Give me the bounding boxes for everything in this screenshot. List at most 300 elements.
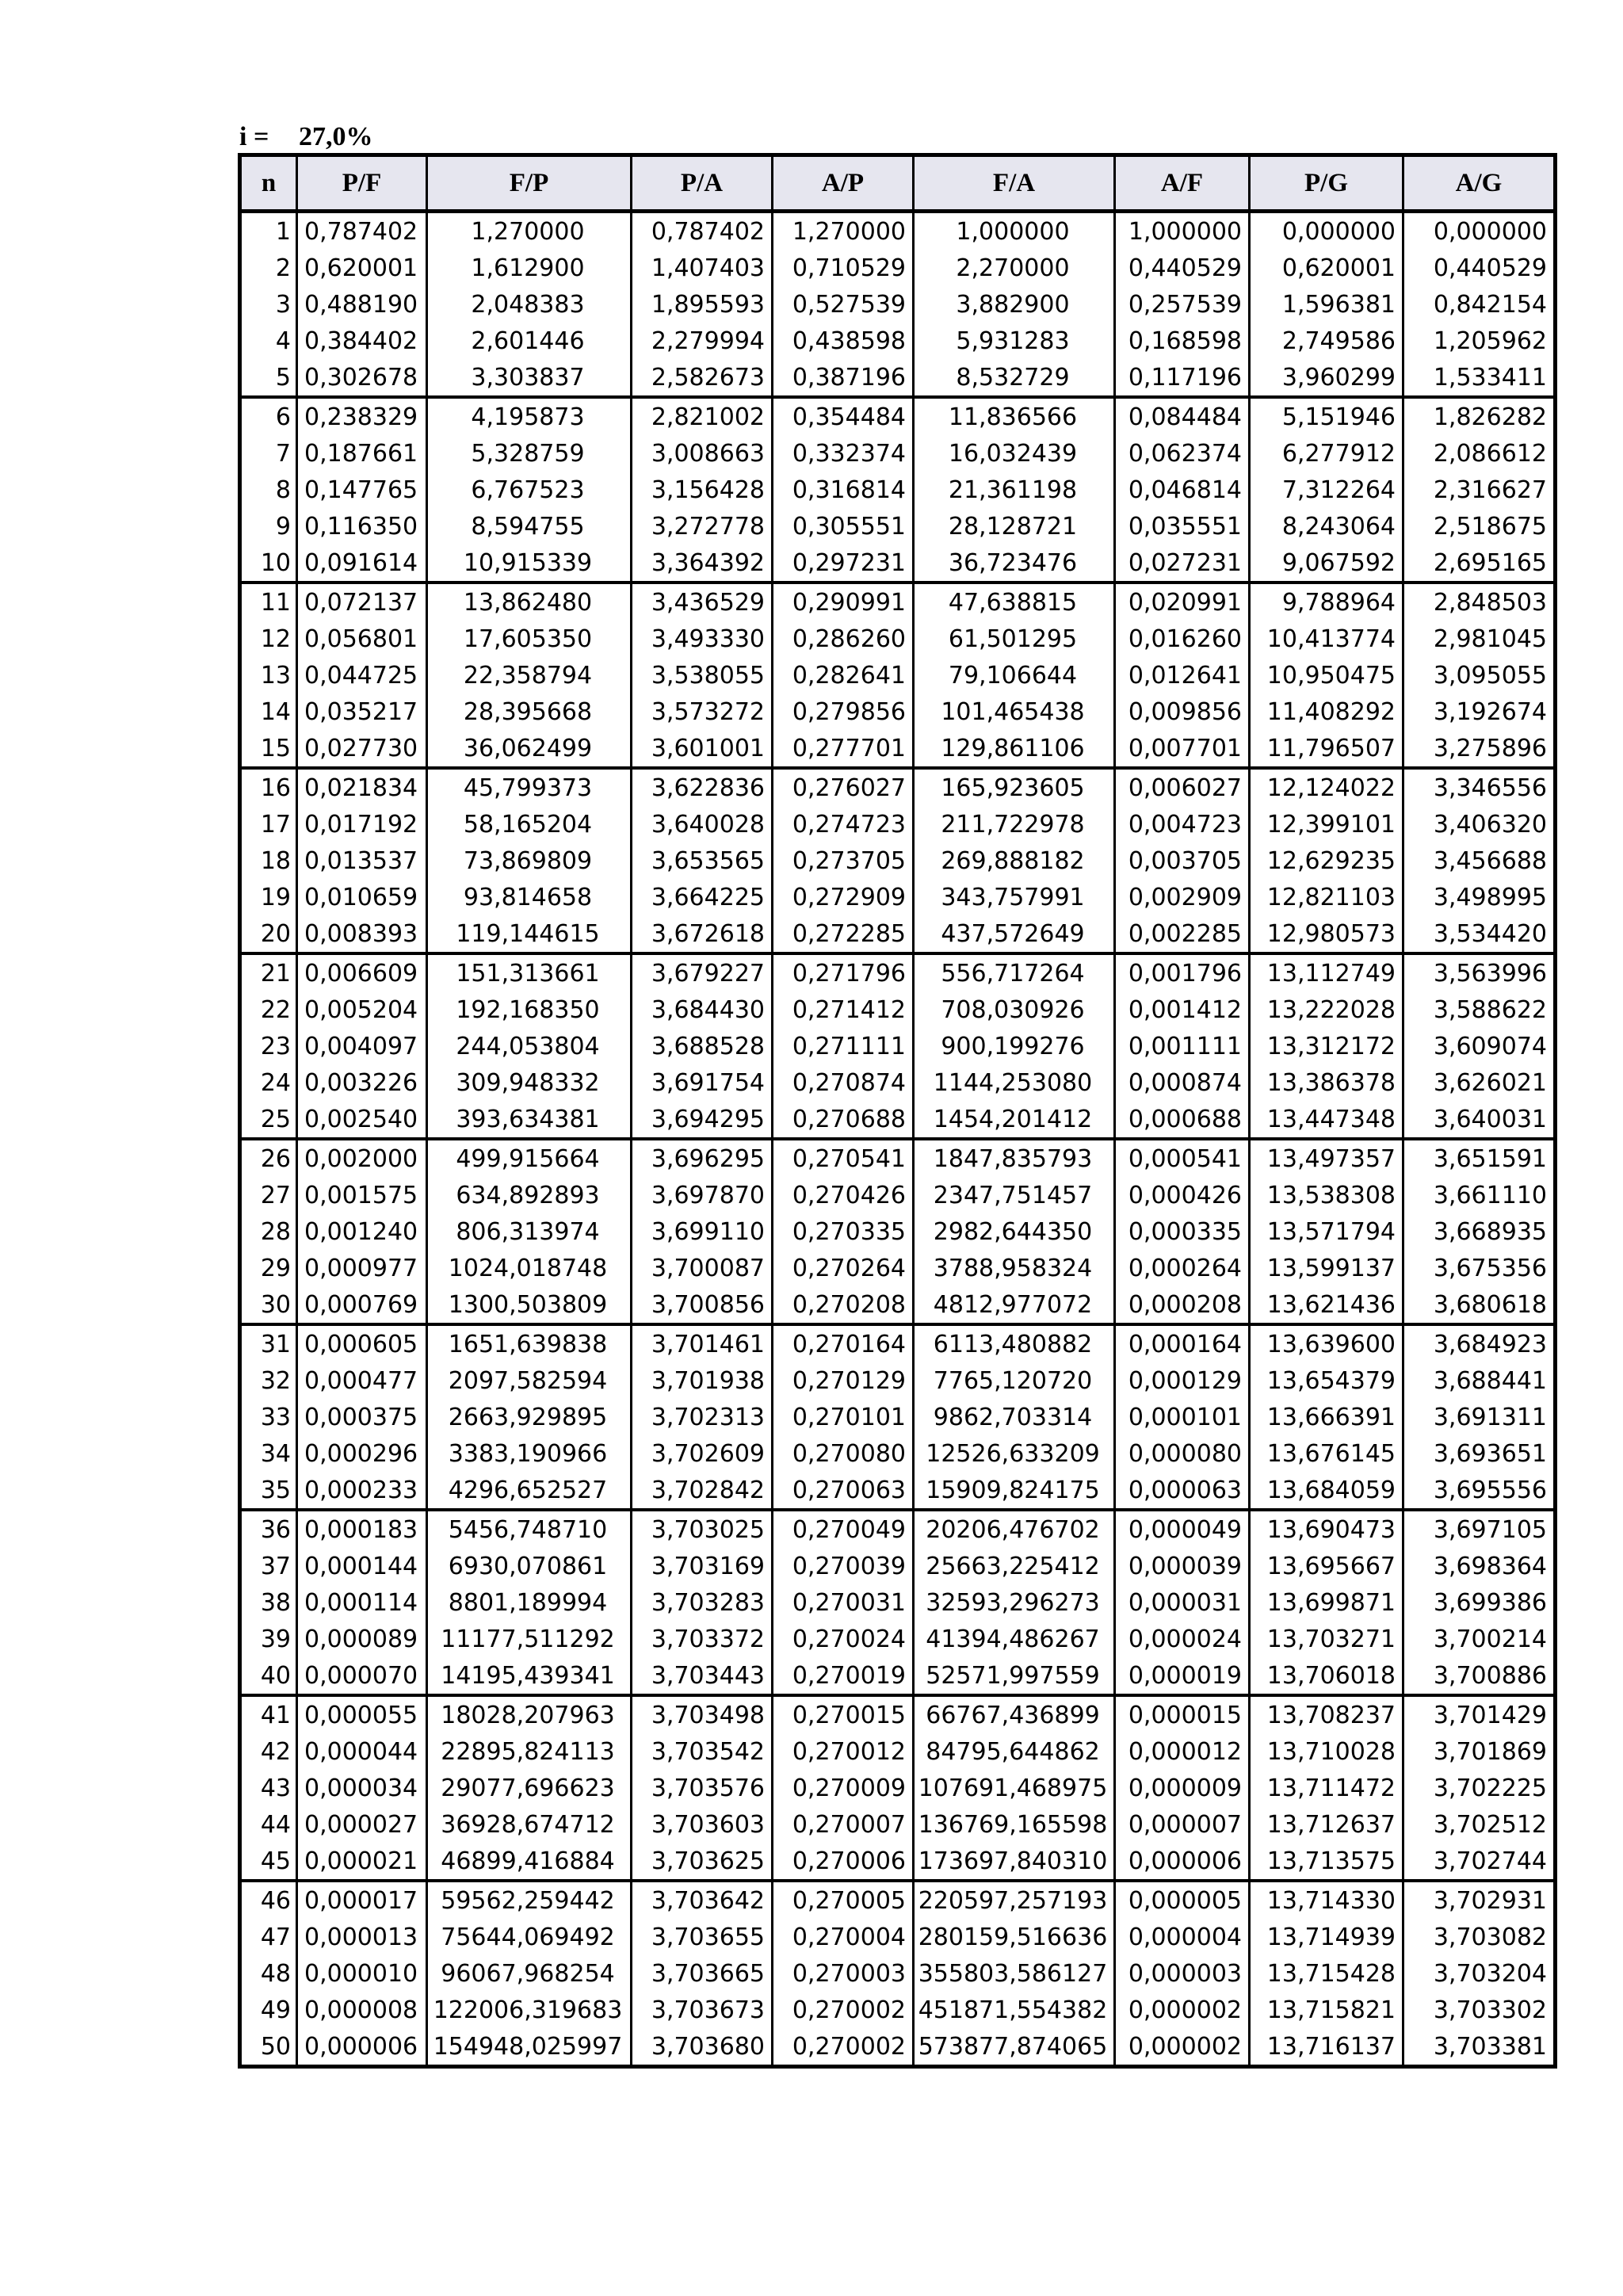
cell-pf: 0,044725	[297, 657, 427, 693]
cell-n: 37	[240, 1548, 297, 1584]
cell-fa: 28,128721	[914, 508, 1115, 544]
cell-pg: 12,821103	[1250, 879, 1403, 915]
table-row	[240, 1584, 1556, 1621]
cell-pa: 3,703625	[632, 1843, 773, 1881]
table-row	[240, 657, 1556, 693]
cell-af: 0,000049	[1115, 1510, 1250, 1548]
cell-fa: 84795,644862	[914, 1733, 1115, 1770]
cell-n: 27	[240, 1177, 297, 1213]
cell-pg: 13,571794	[1250, 1213, 1403, 1250]
cell-n: 30	[240, 1286, 297, 1324]
cell-fp: 2,048383	[427, 286, 632, 323]
cell-ap: 0,271796	[773, 953, 914, 991]
cell-fp: 393,634381	[427, 1101, 632, 1139]
cell-pa: 3,699110	[632, 1213, 773, 1250]
cell-ap: 0,272285	[773, 915, 914, 953]
cell-ag: 2,086612	[1403, 435, 1556, 472]
cell-fp: 2663,929895	[427, 1399, 632, 1435]
cell-ap: 0,270688	[773, 1101, 914, 1139]
cell-n: 3	[240, 286, 297, 323]
cell-ap: 0,270003	[773, 1955, 914, 1992]
cell-fa: 3788,958324	[914, 1250, 1115, 1286]
cell-pa: 1,895593	[632, 286, 773, 323]
cell-n: 46	[240, 1881, 297, 1919]
cell-fa: 556,717264	[914, 953, 1115, 991]
cell-pf: 0,000013	[297, 1919, 427, 1955]
cell-fp: 46899,416884	[427, 1843, 632, 1881]
cell-ag: 3,699386	[1403, 1584, 1556, 1621]
cell-ag: 3,651591	[1403, 1139, 1556, 1177]
cell-pf: 0,187661	[297, 435, 427, 472]
cell-fp: 59562,259442	[427, 1881, 632, 1919]
table-row	[240, 1064, 1556, 1101]
cell-fa: 280159,516636	[914, 1919, 1115, 1955]
cell-fp: 13,862480	[427, 583, 632, 621]
cell-ag: 3,668935	[1403, 1213, 1556, 1250]
cell-pg: 13,714330	[1250, 1881, 1403, 1919]
cell-pf: 0,000055	[297, 1695, 427, 1733]
cell-fa: 47,638815	[914, 583, 1115, 621]
cell-pa: 3,700856	[632, 1286, 773, 1324]
cell-pa: 3,601001	[632, 730, 773, 768]
cell-fp: 28,395668	[427, 693, 632, 730]
cell-n: 47	[240, 1919, 297, 1955]
cell-fa: 9862,703314	[914, 1399, 1115, 1435]
cell-ag: 3,609074	[1403, 1028, 1556, 1064]
cell-pg: 13,710028	[1250, 1733, 1403, 1770]
cell-pa: 3,622836	[632, 768, 773, 806]
cell-n: 8	[240, 472, 297, 508]
cell-ap: 0,270012	[773, 1733, 914, 1770]
table-row	[240, 472, 1556, 508]
cell-ap: 0,270007	[773, 1806, 914, 1843]
table-row	[240, 1213, 1556, 1250]
cell-pa: 3,679227	[632, 953, 773, 991]
cell-fa: 61,501295	[914, 621, 1115, 657]
cell-af: 0,000031	[1115, 1584, 1250, 1621]
cell-pg: 13,714939	[1250, 1919, 1403, 1955]
table-row	[240, 250, 1556, 286]
cell-pa: 3,702609	[632, 1435, 773, 1472]
cell-n: 31	[240, 1324, 297, 1362]
cell-fp: 75644,069492	[427, 1919, 632, 1955]
cell-pa: 3,703655	[632, 1919, 773, 1955]
cell-af: 0,003705	[1115, 842, 1250, 879]
cell-ag: 3,701869	[1403, 1733, 1556, 1770]
table-row	[240, 842, 1556, 879]
cell-af: 0,000012	[1115, 1733, 1250, 1770]
cell-fp: 18028,207963	[427, 1695, 632, 1733]
cell-ap: 0,270264	[773, 1250, 914, 1286]
cell-pa: 3,538055	[632, 657, 773, 693]
cell-n: 13	[240, 657, 297, 693]
cell-ag: 3,661110	[1403, 1177, 1556, 1213]
cell-fa: 1454,201412	[914, 1101, 1115, 1139]
cell-fp: 14195,439341	[427, 1657, 632, 1695]
cell-fp: 10,915339	[427, 544, 632, 583]
cell-af: 0,000063	[1115, 1472, 1250, 1510]
cell-n: 2	[240, 250, 297, 286]
table-row	[240, 621, 1556, 657]
cell-ap: 0,276027	[773, 768, 914, 806]
table-row	[240, 583, 1556, 621]
cell-pa: 3,702842	[632, 1472, 773, 1510]
table-row	[240, 2028, 1556, 2067]
cell-fa: 437,572649	[914, 915, 1115, 953]
cell-pf: 0,010659	[297, 879, 427, 915]
table-row	[240, 1139, 1556, 1177]
cell-ag: 3,693651	[1403, 1435, 1556, 1472]
cell-af: 0,000129	[1115, 1362, 1250, 1399]
cell-fa: 52571,997559	[914, 1657, 1115, 1695]
cell-af: 0,000080	[1115, 1435, 1250, 1472]
cell-pa: 3,702313	[632, 1399, 773, 1435]
cell-af: 0,440529	[1115, 250, 1250, 286]
column-header-pf: P/F	[297, 155, 427, 212]
cell-pa: 3,664225	[632, 879, 773, 915]
table-row	[240, 1435, 1556, 1472]
cell-fa: 573877,874065	[914, 2028, 1115, 2067]
cell-ag: 3,703204	[1403, 1955, 1556, 1992]
cell-ap: 0,332374	[773, 435, 914, 472]
table-row	[240, 693, 1556, 730]
cell-fa: 211,722978	[914, 806, 1115, 842]
cell-n: 17	[240, 806, 297, 842]
cell-pf: 0,056801	[297, 621, 427, 657]
cell-pf: 0,000977	[297, 1250, 427, 1286]
cell-pg: 11,796507	[1250, 730, 1403, 768]
cell-pg: 13,715428	[1250, 1955, 1403, 1992]
cell-fa: 12526,633209	[914, 1435, 1115, 1472]
cell-fp: 4296,652527	[427, 1472, 632, 1510]
cell-ag: 3,688441	[1403, 1362, 1556, 1399]
cell-af: 1,000000	[1115, 212, 1250, 250]
table-row	[240, 359, 1556, 397]
cell-n: 44	[240, 1806, 297, 1843]
cell-ag: 3,700886	[1403, 1657, 1556, 1695]
cell-n: 41	[240, 1695, 297, 1733]
cell-fp: 6,767523	[427, 472, 632, 508]
cell-fa: 32593,296273	[914, 1584, 1115, 1621]
cell-pg: 13,703271	[1250, 1621, 1403, 1657]
cell-pf: 0,002000	[297, 1139, 427, 1177]
cell-pf: 0,000769	[297, 1286, 427, 1324]
cell-n: 33	[240, 1399, 297, 1435]
cell-ap: 0,270039	[773, 1548, 914, 1584]
cell-af: 0,009856	[1115, 693, 1250, 730]
cell-ag: 1,533411	[1403, 359, 1556, 397]
cell-af: 0,257539	[1115, 286, 1250, 323]
cell-pf: 0,027730	[297, 730, 427, 768]
table-row	[240, 806, 1556, 842]
cell-fp: 17,605350	[427, 621, 632, 657]
cell-af: 0,000004	[1115, 1919, 1250, 1955]
cell-pa: 3,700087	[632, 1250, 773, 1286]
cell-fa: 66767,436899	[914, 1695, 1115, 1733]
cell-fa: 79,106644	[914, 657, 1115, 693]
cell-ap: 0,270426	[773, 1177, 914, 1213]
interest-factor-table	[238, 153, 1557, 2069]
cell-n: 36	[240, 1510, 297, 1548]
cell-fa: 220597,257193	[914, 1881, 1115, 1919]
cell-fa: 15909,824175	[914, 1472, 1115, 1510]
cell-pg: 13,497357	[1250, 1139, 1403, 1177]
table-row	[240, 1657, 1556, 1695]
cell-fp: 119,144615	[427, 915, 632, 953]
cell-n: 4	[240, 323, 297, 359]
cell-af: 0,000208	[1115, 1286, 1250, 1324]
cell-fp: 499,915664	[427, 1139, 632, 1177]
table-body	[240, 212, 1556, 2067]
cell-pa: 3,156428	[632, 472, 773, 508]
cell-pf: 0,000183	[297, 1510, 427, 1548]
cell-ap: 0,270006	[773, 1843, 914, 1881]
cell-af: 0,000009	[1115, 1770, 1250, 1806]
cell-ap: 0,270019	[773, 1657, 914, 1695]
table-row	[240, 730, 1556, 768]
table-row	[240, 323, 1556, 359]
cell-pg: 1,596381	[1250, 286, 1403, 323]
cell-pf: 0,002540	[297, 1101, 427, 1139]
cell-af: 0,117196	[1115, 359, 1250, 397]
cell-fp: 22895,824113	[427, 1733, 632, 1770]
cell-ap: 0,274723	[773, 806, 914, 842]
table-row	[240, 1621, 1556, 1657]
cell-ag: 3,563996	[1403, 953, 1556, 991]
cell-ap: 0,282641	[773, 657, 914, 693]
cell-n: 48	[240, 1955, 297, 1992]
cell-fa: 8,532729	[914, 359, 1115, 397]
cell-pf: 0,000021	[297, 1843, 427, 1881]
cell-pf: 0,302678	[297, 359, 427, 397]
cell-ap: 0,270015	[773, 1695, 914, 1733]
cell-ag: 1,205962	[1403, 323, 1556, 359]
cell-pg: 8,243064	[1250, 508, 1403, 544]
cell-fp: 634,892893	[427, 1177, 632, 1213]
cell-fp: 36928,674712	[427, 1806, 632, 1843]
cell-fp: 154948,025997	[427, 2028, 632, 2067]
cell-pa: 3,703603	[632, 1806, 773, 1843]
cell-n: 19	[240, 879, 297, 915]
cell-ap: 0,270208	[773, 1286, 914, 1324]
cell-fa: 7765,120720	[914, 1362, 1115, 1399]
cell-pf: 0,000144	[297, 1548, 427, 1584]
cell-ag: 3,626021	[1403, 1064, 1556, 1101]
cell-fp: 45,799373	[427, 768, 632, 806]
cell-fa: 136769,165598	[914, 1806, 1115, 1843]
cell-ag: 3,703381	[1403, 2028, 1556, 2067]
cell-ap: 0,270129	[773, 1362, 914, 1399]
table-row	[240, 1472, 1556, 1510]
cell-fa: 25663,225412	[914, 1548, 1115, 1584]
cell-ag: 2,981045	[1403, 621, 1556, 657]
cell-pf: 0,072137	[297, 583, 427, 621]
cell-pf: 0,000008	[297, 1992, 427, 2028]
cell-ag: 3,695556	[1403, 1472, 1556, 1510]
cell-af: 0,002909	[1115, 879, 1250, 915]
cell-pf: 0,004097	[297, 1028, 427, 1064]
cell-fp: 93,814658	[427, 879, 632, 915]
cell-af: 0,084484	[1115, 397, 1250, 435]
cell-af: 0,016260	[1115, 621, 1250, 657]
cell-pa: 2,279994	[632, 323, 773, 359]
cell-fp: 122006,319683	[427, 1992, 632, 2028]
table-row	[240, 1843, 1556, 1881]
cell-fa: 4812,977072	[914, 1286, 1115, 1324]
cell-ap: 0,273705	[773, 842, 914, 879]
cell-fp: 8,594755	[427, 508, 632, 544]
cell-pa: 3,653565	[632, 842, 773, 879]
cell-ag: 3,406320	[1403, 806, 1556, 842]
cell-af: 0,002285	[1115, 915, 1250, 953]
cell-ag: 3,346556	[1403, 768, 1556, 806]
cell-pa: 3,703680	[632, 2028, 773, 2067]
cell-pf: 0,000006	[297, 2028, 427, 2067]
cell-ap: 0,270002	[773, 2028, 914, 2067]
cell-ap: 0,270005	[773, 1881, 914, 1919]
cell-pa: 3,703642	[632, 1881, 773, 1919]
cell-af: 0,062374	[1115, 435, 1250, 472]
table-row	[240, 1286, 1556, 1324]
cell-n: 28	[240, 1213, 297, 1250]
column-header-fp: F/P	[427, 155, 632, 212]
cell-ag: 2,518675	[1403, 508, 1556, 544]
cell-n: 14	[240, 693, 297, 730]
cell-ag: 2,316627	[1403, 472, 1556, 508]
cell-pa: 3,703665	[632, 1955, 773, 1992]
cell-af: 0,000264	[1115, 1250, 1250, 1286]
cell-pg: 12,629235	[1250, 842, 1403, 879]
cell-fa: 21,361198	[914, 472, 1115, 508]
cell-pf: 0,000027	[297, 1806, 427, 1843]
cell-pa: 3,493330	[632, 621, 773, 657]
cell-fa: 900,199276	[914, 1028, 1115, 1064]
cell-fa: 355803,586127	[914, 1955, 1115, 1992]
cell-n: 32	[240, 1362, 297, 1399]
cell-ap: 0,271412	[773, 991, 914, 1028]
cell-ag: 3,456688	[1403, 842, 1556, 879]
cell-ap: 0,297231	[773, 544, 914, 583]
cell-n: 38	[240, 1584, 297, 1621]
column-header-pg: P/G	[1250, 155, 1403, 212]
cell-pg: 13,599137	[1250, 1250, 1403, 1286]
cell-pg: 6,277912	[1250, 435, 1403, 472]
cell-af: 0,001111	[1115, 1028, 1250, 1064]
table-row	[240, 879, 1556, 915]
column-header-fa: F/A	[914, 155, 1115, 212]
cell-pa: 3,703025	[632, 1510, 773, 1548]
cell-pa: 3,703542	[632, 1733, 773, 1770]
cell-pg: 3,960299	[1250, 359, 1403, 397]
cell-pg: 13,639600	[1250, 1324, 1403, 1362]
cell-n: 45	[240, 1843, 297, 1881]
cell-fa: 36,723476	[914, 544, 1115, 583]
cell-n: 15	[240, 730, 297, 768]
table-row	[240, 1919, 1556, 1955]
cell-af: 0,000007	[1115, 1806, 1250, 1843]
cell-pg: 7,312264	[1250, 472, 1403, 508]
table-row	[240, 1250, 1556, 1286]
cell-ag: 0,842154	[1403, 286, 1556, 323]
table-row	[240, 953, 1556, 991]
cell-n: 24	[240, 1064, 297, 1101]
cell-pf: 0,005204	[297, 991, 427, 1028]
cell-fa: 1,000000	[914, 212, 1115, 250]
cell-pa: 3,703372	[632, 1621, 773, 1657]
cell-ap: 0,270049	[773, 1510, 914, 1548]
cell-af: 0,001412	[1115, 991, 1250, 1028]
cell-ap: 0,270874	[773, 1064, 914, 1101]
cell-ag: 3,702744	[1403, 1843, 1556, 1881]
cell-n: 11	[240, 583, 297, 621]
cell-ag: 0,440529	[1403, 250, 1556, 286]
cell-fp: 96067,968254	[427, 1955, 632, 1992]
cell-ag: 1,826282	[1403, 397, 1556, 435]
cell-ap: 0,270024	[773, 1621, 914, 1657]
cell-pa: 2,582673	[632, 359, 773, 397]
cell-fa: 2347,751457	[914, 1177, 1115, 1213]
cell-pa: 3,703443	[632, 1657, 773, 1695]
column-header-pa: P/A	[632, 155, 773, 212]
cell-n: 50	[240, 2028, 297, 2067]
cell-ag: 3,700214	[1403, 1621, 1556, 1657]
cell-fa: 101,465438	[914, 693, 1115, 730]
cell-pa: 3,436529	[632, 583, 773, 621]
cell-n: 39	[240, 1621, 297, 1657]
cell-ap: 0,270101	[773, 1399, 914, 1435]
cell-pg: 13,690473	[1250, 1510, 1403, 1548]
cell-pa: 3,684430	[632, 991, 773, 1028]
cell-pg: 13,654379	[1250, 1362, 1403, 1399]
cell-pg: 13,447348	[1250, 1101, 1403, 1139]
cell-fa: 11,836566	[914, 397, 1115, 435]
table-row	[240, 435, 1556, 472]
cell-pg: 13,712637	[1250, 1806, 1403, 1843]
table-row	[240, 1101, 1556, 1139]
cell-fp: 6930,070861	[427, 1548, 632, 1584]
cell-af: 0,000019	[1115, 1657, 1250, 1695]
cell-pa: 3,703169	[632, 1548, 773, 1584]
cell-af: 0,000006	[1115, 1843, 1250, 1881]
cell-fp: 1,270000	[427, 212, 632, 250]
table-row	[240, 1324, 1556, 1362]
cell-af: 0,000541	[1115, 1139, 1250, 1177]
cell-af: 0,027231	[1115, 544, 1250, 583]
cell-fa: 2982,644350	[914, 1213, 1115, 1250]
cell-pg: 13,312172	[1250, 1028, 1403, 1064]
cell-ag: 3,702225	[1403, 1770, 1556, 1806]
cell-af: 0,000002	[1115, 1992, 1250, 2028]
cell-pa: 0,787402	[632, 212, 773, 250]
table-row	[240, 915, 1556, 953]
cell-pa: 3,703498	[632, 1695, 773, 1733]
cell-ap: 0,270164	[773, 1324, 914, 1362]
cell-ag: 3,192674	[1403, 693, 1556, 730]
cell-ag: 3,702931	[1403, 1881, 1556, 1919]
cell-pf: 0,000114	[297, 1584, 427, 1621]
cell-ag: 3,588622	[1403, 991, 1556, 1028]
cell-fp: 5456,748710	[427, 1510, 632, 1548]
cell-pa: 3,696295	[632, 1139, 773, 1177]
cell-fa: 269,888182	[914, 842, 1115, 879]
cell-fp: 1,612900	[427, 250, 632, 286]
interest-rate-line	[239, 120, 373, 154]
cell-pg: 5,151946	[1250, 397, 1403, 435]
cell-n: 43	[240, 1770, 297, 1806]
cell-pg: 11,408292	[1250, 693, 1403, 730]
cell-ag: 3,691311	[1403, 1399, 1556, 1435]
cell-n: 22	[240, 991, 297, 1028]
